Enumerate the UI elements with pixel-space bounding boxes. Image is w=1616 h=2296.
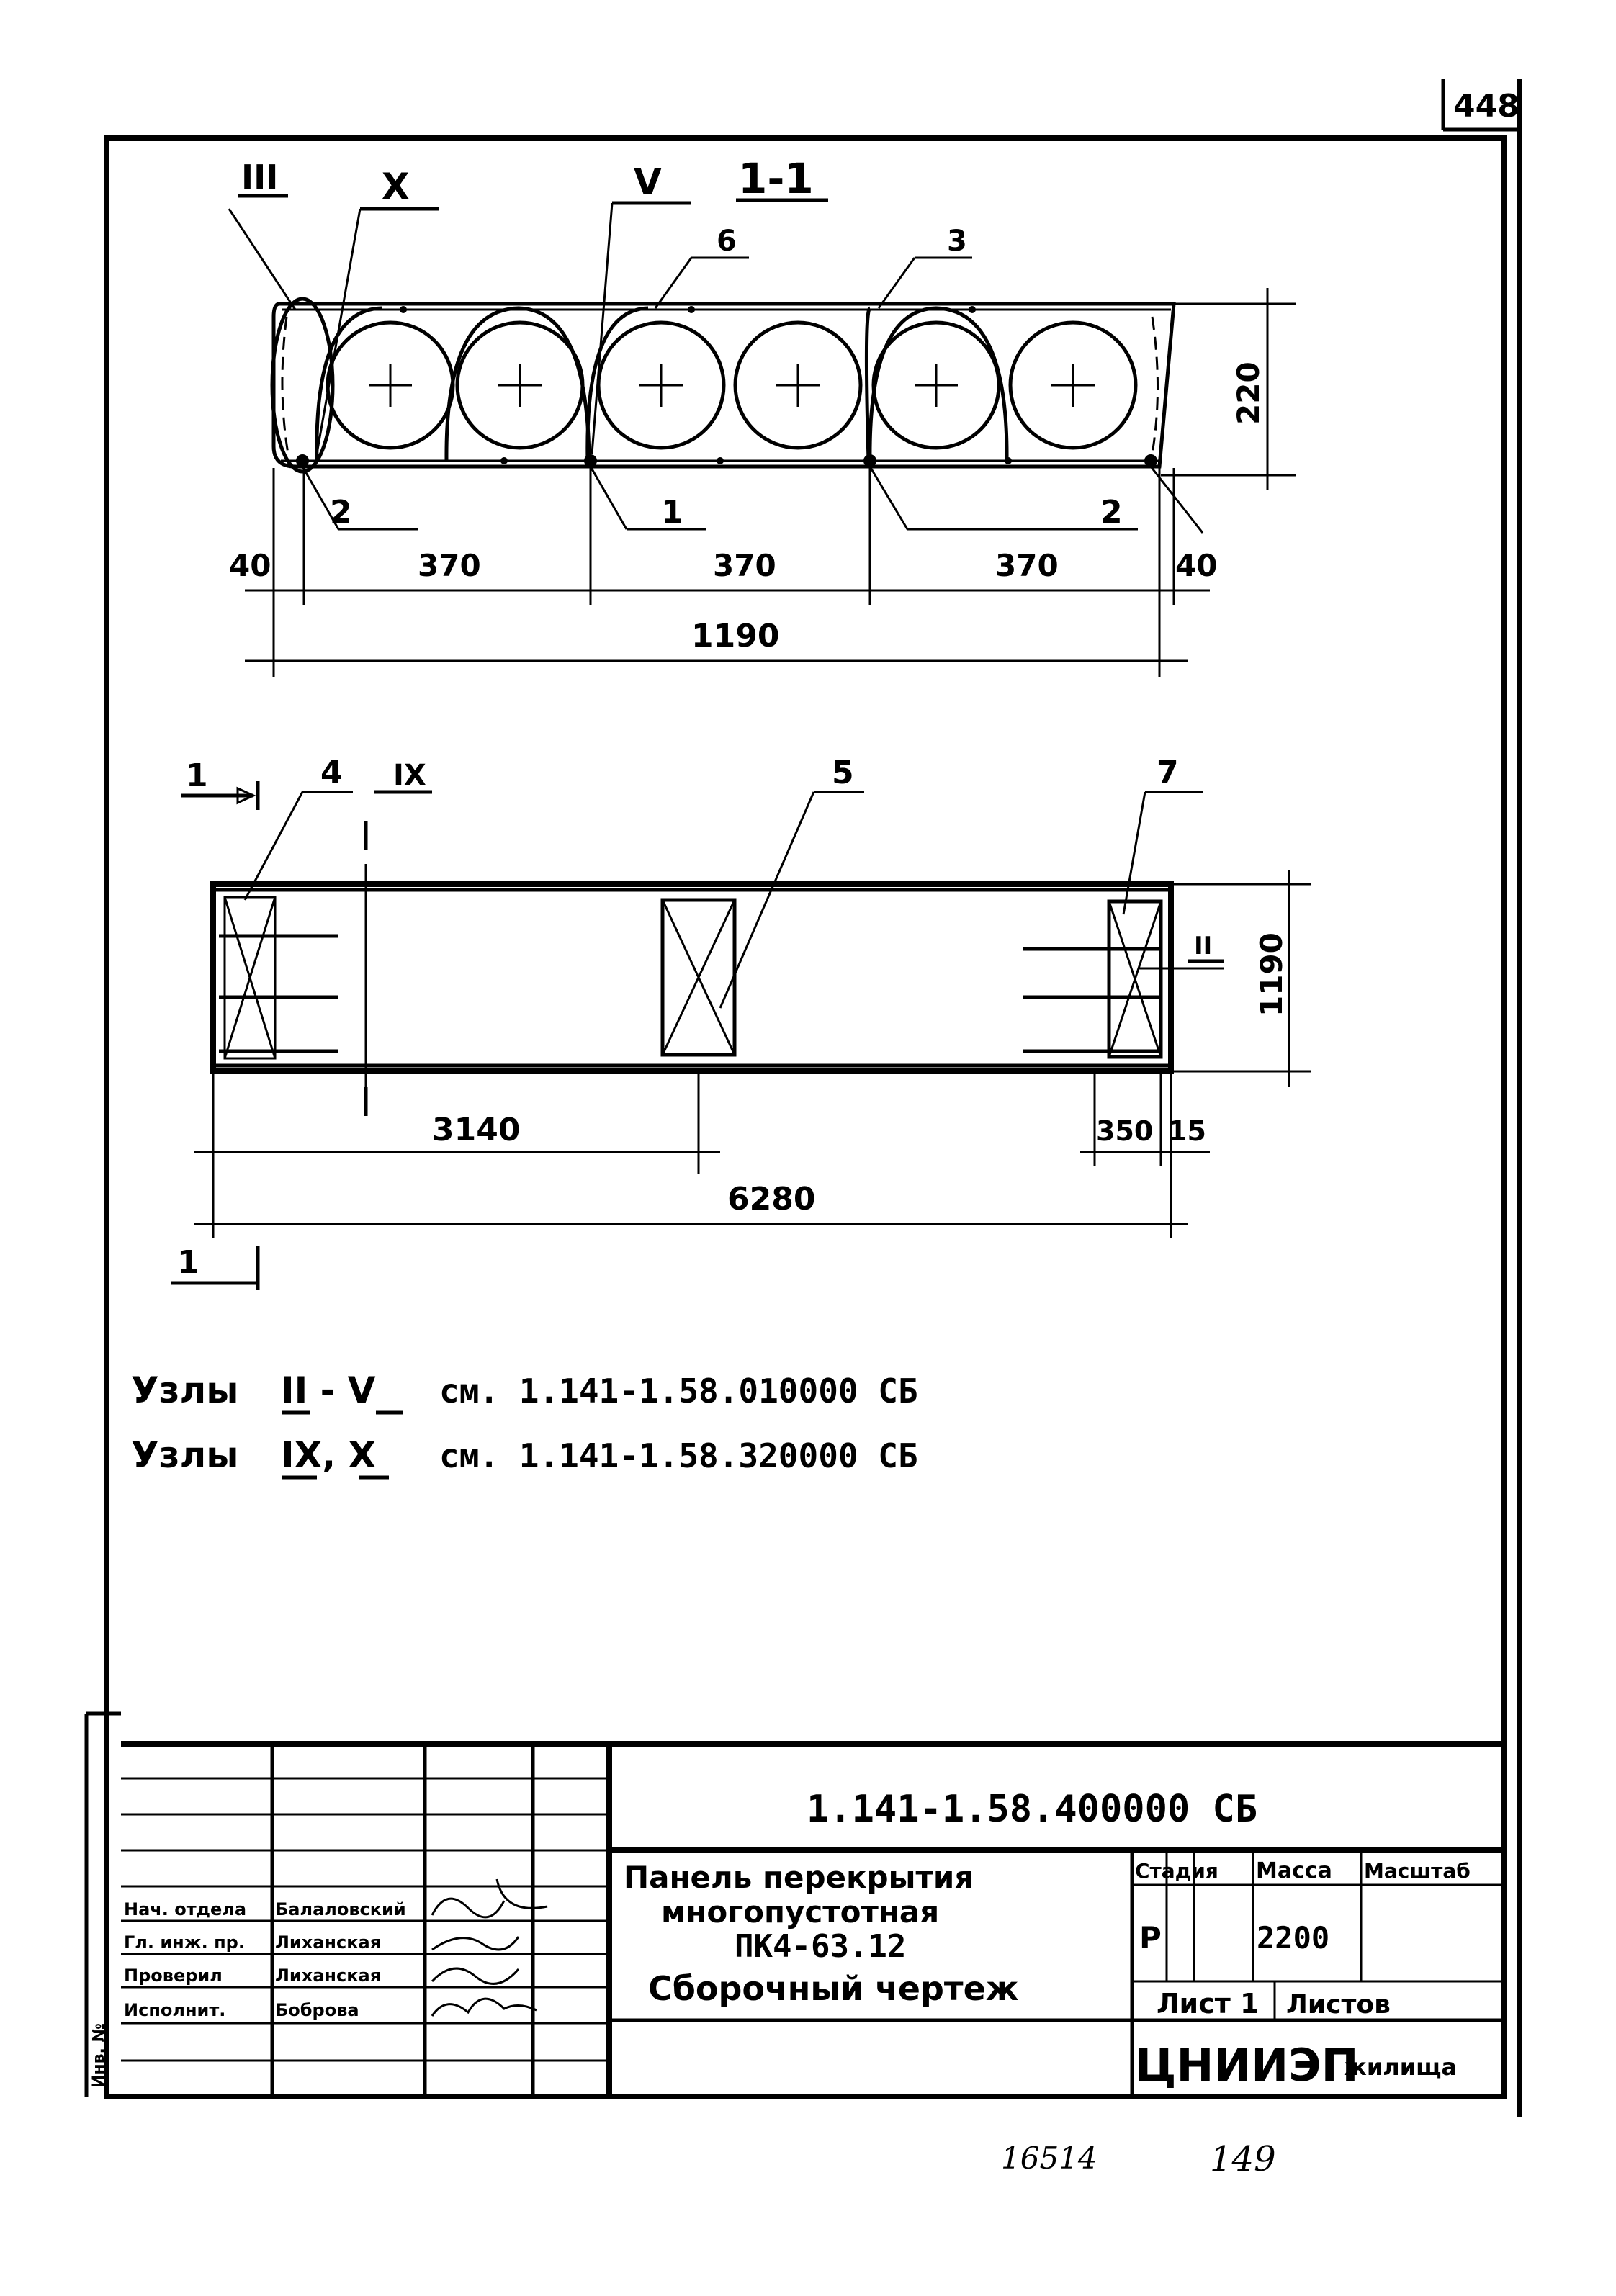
header-scale: Масштаб [1364,1859,1471,1883]
section-title: 1-1 [738,154,814,203]
staff-name-2: Лиханская [275,1932,382,1953]
note-2-prefix: Узлы [131,1434,239,1476]
plan-dim-end-offset: 350 [1096,1115,1154,1147]
position-1: 1 [661,494,683,531]
org-main: ЦНИИЭП [1135,2039,1359,2092]
cut-mark-top: 1 [186,757,208,794]
note-1-nodes: II - V [281,1369,376,1411]
callout-5: 5 [832,755,854,791]
dim-total: 1190 [691,618,780,654]
staff-role-1: Нач. отдела [124,1899,247,1919]
title-line-3: ПК4-63.12 [735,1928,907,1965]
signatures [432,1879,547,2016]
dim-span3: 370 [995,548,1059,583]
title-line-1: Панель перекрытия [624,1860,974,1895]
section-1-1 [229,154,1296,677]
callout-node-ix: IX [393,759,426,792]
document-code: 1.141-1.58.400000 СБ [807,1788,1258,1831]
note-2-ref: см. 1.141-1.58.320000 СБ [439,1436,918,1475]
dim-edge-left: 40 [229,548,271,583]
staff-role-3: Проверил [124,1966,223,1986]
plan-dim-width: 1190 [1254,932,1289,1017]
staff-role-2: Гл. инж. пр. [124,1932,245,1953]
note-1-prefix: Узлы [131,1369,239,1411]
handwritten-right: 149 [1210,2139,1276,2179]
page-number: 448 [1453,88,1520,125]
title-line-4: Сборочный чертеж [648,1969,1019,2008]
callout-4: 4 [320,755,343,791]
callout-node-ii: II [1194,932,1213,960]
staff-name-3: Лиханская [275,1966,382,1986]
mass-value: 2200 [1257,1920,1330,1955]
dim-height: 220 [1231,361,1266,425]
plan-dim-half: 3140 [432,1112,521,1148]
frame-loop [866,308,870,461]
callout-node-x: X [382,166,410,207]
sheet-label: Лист 1 [1157,1988,1260,2020]
note-1-ref: см. 1.141-1.58.010000 СБ [439,1372,918,1410]
side-inventory-label: Инв. № [90,2022,108,2088]
org-sub: жилища [1344,2053,1458,2081]
plan-dim-length: 6280 [727,1181,816,1217]
dim-span1: 370 [418,548,481,583]
stage-value: Р [1139,1920,1162,1955]
position-2-left: 2 [330,494,352,531]
callout-7: 7 [1157,755,1179,791]
header-stage: Стадия [1135,1859,1218,1883]
page-number-box [1443,79,1520,2117]
handwritten-left: 16514 [1001,2140,1097,2176]
staff-name-4: Боброва [275,2000,359,2020]
note-2-nodes: IX, X [281,1434,377,1476]
staff-role-4: Исполнит. [124,2000,226,2020]
dim-edge-right: 40 [1175,548,1218,583]
notes [131,1369,918,1477]
dim-span2: 370 [713,548,776,583]
position-3: 3 [947,225,967,258]
header-mass: Масса [1256,1858,1332,1883]
cut-mark-bottom: 1 [177,1244,199,1281]
callout-node-iii: III [241,158,279,197]
title-line-2: многопустотная [661,1894,940,1930]
callout-node-v: V [634,161,662,203]
title-block [86,1714,1504,2097]
plan-view [171,755,1311,1290]
staff-name-1: Балаловский [275,1899,406,1919]
position-6: 6 [717,225,737,258]
plan-dim-end-gap: 15 [1168,1115,1206,1147]
sheets-label: Листов [1286,1990,1391,2020]
position-2-right: 2 [1100,494,1123,531]
plan-outline [213,884,1171,1071]
